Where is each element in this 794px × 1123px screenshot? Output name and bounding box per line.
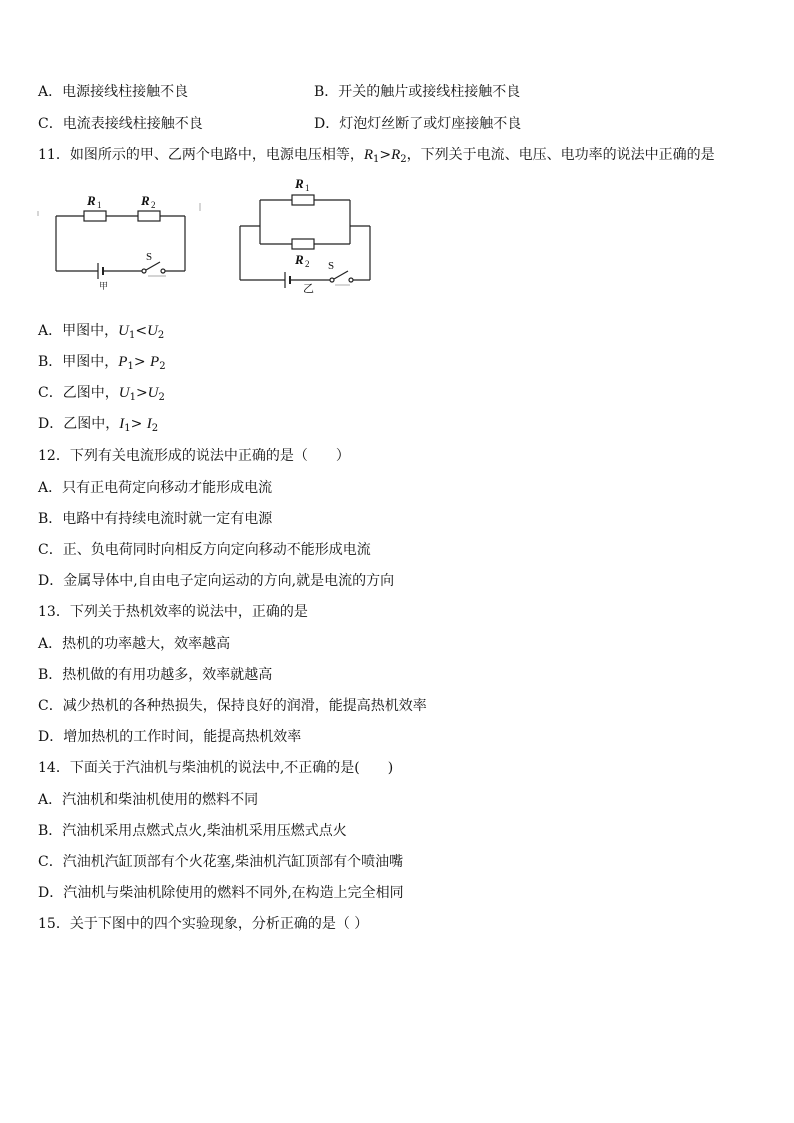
jia-r1-resistor: [84, 211, 106, 221]
q11-option-a: [38, 322, 164, 340]
q10-option-c: C．电流表接线柱接触不良: [38, 116, 203, 132]
q13-option-b: B．热机做的有用功越多，效率就越高: [38, 667, 273, 683]
jia-r2-resistor: [138, 211, 160, 221]
q11-stem-suffix: ，下列关于电流、电压、电功率的说法中正确的是: [406, 147, 715, 163]
q11-option-d: [38, 415, 158, 433]
q12-option-c: C．正、负电荷同时向相反方向定向移动不能形成电流: [38, 542, 371, 558]
q13-option-d: D．增加热机的工作时间，能提高热机效率: [38, 729, 302, 745]
q15-stem: 15．关于下图中的四个实验现象，分析正确的是（ ）: [38, 916, 369, 932]
q11-stem-prefix: 11．如图所示的甲、乙两个电路中，电源电压相等，: [38, 147, 364, 163]
q11-option-c-op: >: [135, 385, 148, 401]
q14-option-c: C．汽油机汽缸顶部有个火花塞,柴油机汽缸顶部有个喷油嘴: [38, 854, 404, 870]
yi-r1-resistor: [292, 195, 314, 205]
jia-r2-label: R: [141, 193, 150, 208]
q11-option-b-sub2: 2: [159, 361, 166, 372]
jia-r1-label: R: [87, 193, 96, 208]
q11-option-d-prefix: D．乙图中，: [38, 416, 120, 432]
q11-option-a-var2: U: [147, 323, 158, 339]
jia-caption: 甲: [99, 281, 109, 291]
jia-switch-arm: [146, 262, 160, 270]
q11-option-d-var2: I: [146, 416, 152, 432]
jia-r1-sub: 1: [97, 200, 102, 210]
q11-option-b: [38, 353, 166, 371]
q11-option-c-sub1: 1: [129, 392, 136, 403]
yi-switch-label: S: [328, 260, 335, 272]
q14-option-b: B．汽油机采用点燃式点火,柴油机采用压燃式点火: [38, 823, 347, 839]
q11-option-b-op: >: [133, 354, 151, 370]
q13-stem: 13．下列关于热机效率的说法中，正确的是: [38, 604, 308, 620]
q10-option-b: B．开关的触片或接线柱接触不良: [314, 84, 521, 100]
q11-cond-a-sub: 1: [373, 154, 380, 165]
q11-option-c: [38, 384, 165, 402]
q11-cond-b-sub: 2: [400, 154, 407, 165]
q11-cond-b: R: [391, 147, 401, 163]
q11-option-b-var1: P: [118, 354, 128, 370]
q11-option-a-op: <: [135, 323, 148, 339]
q11-option-d-sub2: 2: [151, 423, 159, 434]
jia-r2-sub: 2: [151, 200, 156, 210]
q11-option-b-prefix: B．甲图中，: [38, 354, 119, 370]
q11-cond-a: R: [363, 147, 373, 163]
q11-option-d-sub1: 1: [124, 423, 131, 434]
yi-switch-arm: [334, 271, 348, 279]
q14-option-d: D．汽油机与柴油机除使用的燃料不同外,在构造上完全相同: [38, 885, 404, 901]
circuit-jia: [38, 203, 200, 279]
q11-option-a-sub2: 2: [157, 330, 165, 341]
q10-option-d: D．灯泡灯丝断了或灯座接触不良: [314, 116, 522, 132]
yi-r2-label: R: [295, 252, 304, 267]
q11-option-c-var2: U: [147, 385, 159, 401]
q10-option-a: A．电源接线柱接触不良: [38, 84, 189, 100]
q11-option-a-sub1: 1: [128, 330, 136, 341]
q13-option-a: A．热机的功率越大，效率越高: [38, 636, 231, 652]
q11-option-c-sub2: 2: [158, 392, 165, 403]
circuit-yi: [240, 195, 370, 288]
q14-option-a: A．汽油机和柴油机使用的燃料不同: [38, 792, 259, 808]
q11-option-d-op: >: [130, 416, 147, 432]
q12-option-d: D．金属导体中,自由电子定向运动的方向,就是电流的方向: [38, 573, 395, 589]
q11-circuit-diagrams: [30, 176, 380, 298]
yi-r1-label: R: [295, 176, 304, 191]
q13-option-c: C．减少热机的各种热损失，保持良好的润滑，能提高热机效率: [38, 698, 427, 714]
q12-stem: 12．下列有关电流形成的说法中正确的是（ ）: [38, 448, 350, 464]
yi-r2-sub: 2: [305, 259, 310, 269]
yi-caption: 乙: [303, 283, 314, 295]
yi-r1-sub: 1: [305, 183, 310, 193]
q11-option-b-var2: P: [150, 354, 160, 370]
q11-option-c-var1: U: [118, 385, 130, 401]
q11-option-d-var1: I: [119, 416, 125, 432]
q11-option-b-sub1: 1: [127, 361, 134, 372]
q11-cond-op: >: [379, 147, 392, 163]
q11-option-a-var1: U: [118, 323, 129, 339]
q12-option-a: A．只有正电荷定向移动才能形成电流: [38, 480, 273, 496]
jia-switch-label: S: [146, 251, 153, 263]
q11-stem: [38, 146, 715, 164]
q11-option-c-prefix: C．乙图中，: [38, 385, 119, 401]
q12-option-b: B．电路中有持续电流时就一定有电源: [38, 511, 273, 527]
q14-stem: 14．下面关于汽油机与柴油机的说法中,不正确的是( ): [38, 760, 394, 776]
yi-r2-resistor: [292, 239, 314, 249]
q11-option-a-prefix: A．甲图中，: [38, 323, 119, 339]
